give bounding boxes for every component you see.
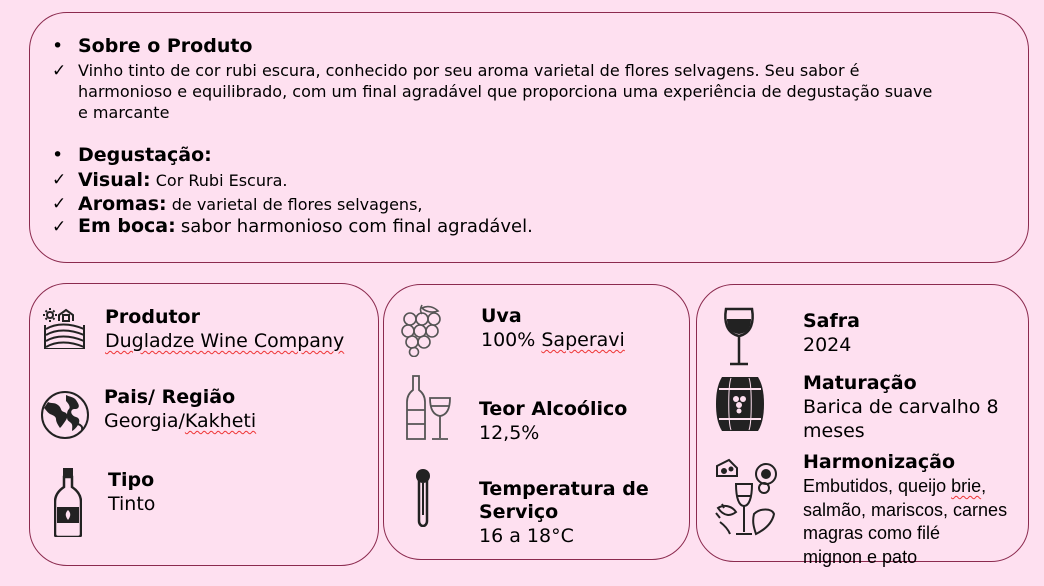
uva-label: Uva: [481, 305, 522, 327]
regiao-country: Georgia/: [104, 410, 185, 432]
barrel-icon: [716, 375, 764, 433]
globe-icon: [40, 390, 91, 440]
vineyard-icon: [43, 307, 85, 349]
sobre-heading: Sobre o Produto: [78, 35, 253, 57]
aromas-row: [78, 193, 423, 215]
sobre-text-line: Vinho tinto de cor rubi escura, conhecido por seu aroma varietal de flores selvagens. Seu sabor é: [78, 61, 860, 80]
bullet-marker: •: [52, 35, 64, 57]
regiao-region: Kakheti: [184, 410, 257, 432]
regiao-label: Pais/ Região: [104, 386, 236, 408]
harmonizacao-label: Harmonização: [803, 451, 955, 473]
harmonizacao-list: [803, 475, 1007, 569]
temperatura-value: 16 a 18°C: [479, 525, 574, 547]
tipo-label: Tipo: [108, 469, 155, 491]
check-marker: ✓: [52, 217, 67, 237]
wine-bottle-icon: [54, 467, 82, 537]
visual-value: Cor Rubi Escura.: [155, 171, 288, 190]
check-marker: ✓: [52, 170, 67, 190]
teor-label: Teor Alcoólico: [479, 398, 628, 420]
boca-label: Em boca:: [78, 215, 176, 237]
grapes-icon: [400, 303, 444, 357]
visual-row: [78, 169, 287, 191]
aromas-value: de varietal de flores selvagens,: [171, 195, 423, 214]
boca-value: sabor harmonioso com final agradável.: [180, 216, 533, 237]
uva-percent: 100%: [481, 329, 542, 351]
aromas-label: Aromas:: [78, 193, 167, 215]
uva-grape: Saperavi: [541, 329, 625, 351]
boca-row: [78, 215, 533, 237]
check-marker: ✓: [52, 194, 67, 214]
check-marker: ✓: [52, 61, 67, 81]
maturacao-label: Maturação: [803, 372, 917, 394]
degustacao-heading: Degustação:: [78, 144, 212, 166]
bottle-and-glass-icon: [406, 374, 454, 442]
teor-value: 12,5%: [479, 422, 540, 444]
bullet-marker: •: [52, 144, 64, 166]
temperatura-label: Temperatura de: [479, 478, 649, 500]
harmonizacao-brie: brie: [951, 476, 982, 496]
visual-label: Visual:: [78, 169, 151, 191]
harmonizacao-line: mignon e pato: [803, 546, 918, 567]
tipo-value: Tinto: [108, 493, 156, 515]
sobre-text-line: e marcante: [78, 103, 170, 122]
harmonizacao-line: Embutidos, queijo brie,: [803, 476, 987, 496]
safra-value: 2024: [803, 334, 852, 356]
food-pairing-icon: [714, 458, 778, 540]
produtor-value: Dugladze Wine Company: [105, 330, 345, 352]
produtor-label: Produtor: [105, 306, 200, 328]
sobre-text-line: harmonioso e equilibrado, com um final agradável que proporciona uma experiência de degustação suave: [78, 82, 933, 101]
temperatura-label-line2: Serviço: [479, 501, 559, 523]
safra-label: Safra: [803, 310, 860, 332]
wine-glass-icon: [723, 307, 755, 367]
maturacao-value: Barica de carvalho 8: [803, 396, 999, 418]
maturacao-value-line2: meses: [803, 420, 865, 442]
uva-value: [481, 329, 625, 351]
regiao-value: [104, 410, 256, 432]
harmonizacao-line: salmão, mariscos, carnes: [803, 499, 1008, 520]
thermometer-icon: [413, 467, 433, 527]
harmonizacao-line: magras como filé: [803, 523, 941, 543]
product-description-panel: [29, 12, 1029, 263]
